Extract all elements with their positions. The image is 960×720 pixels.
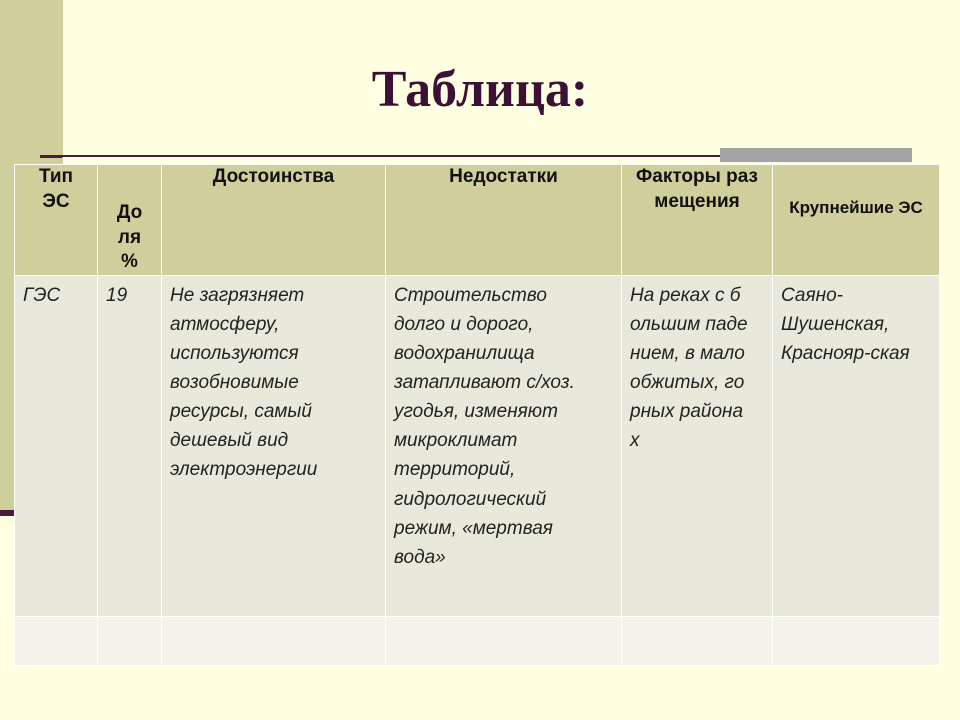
header-share: До ля %: [98, 165, 162, 276]
title-divider-block: [720, 148, 912, 162]
table-row: [15, 276, 940, 617]
header-largest-stations: Крупнейшие ЭС: [773, 165, 940, 276]
cell-type: ГЭС: [15, 276, 98, 617]
table-header-row: [15, 165, 940, 276]
slide-title: Таблица:: [371, 61, 589, 118]
cell-placement-factors: На реках с большим падением, в малообжитых, горных районах: [622, 276, 773, 617]
energy-stations-table: [14, 164, 940, 666]
title-divider-accent: [40, 155, 62, 158]
cell-largest-stations: Саяно-Шушенская, Краснояр-ская: [773, 276, 940, 617]
table-row-empty: [15, 616, 940, 665]
header-advantages: Достоинства: [162, 165, 386, 276]
cell-share: 19: [98, 276, 162, 617]
header-disadvantages: Недостатки: [386, 165, 622, 276]
cell-disadvantages: Строительство долго и дорого, водохранилища затапливают с/хоз. угодья, изменяют микроклимат территорий, гидрологический режим, «мертвая вода»: [386, 276, 622, 617]
cell-advantages: Не загрязняет атмосферу, используются возобновимые ресурсы, самый дешевый вид электроэнергии: [162, 276, 386, 617]
header-placement-factors: Факторы размещения: [622, 165, 773, 276]
header-type: Тип ЭС: [15, 165, 98, 276]
decorative-left-accent: [0, 510, 14, 516]
